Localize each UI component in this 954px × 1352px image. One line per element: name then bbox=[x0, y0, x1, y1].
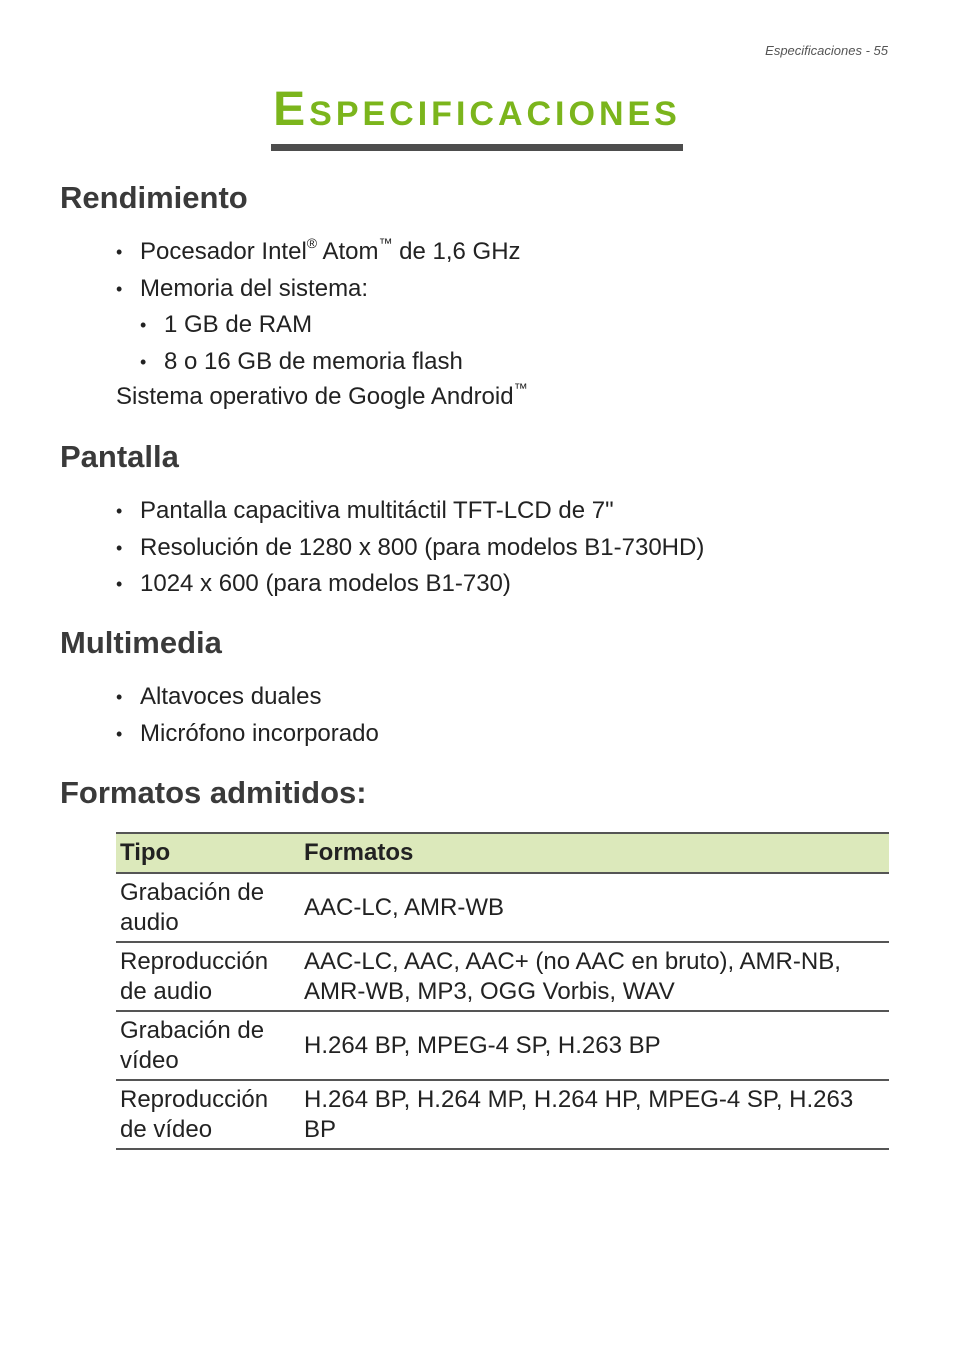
trademark-mark: ™ bbox=[513, 380, 528, 396]
column-header-tipo: Tipo bbox=[116, 833, 300, 873]
formats-table bbox=[116, 832, 889, 1150]
os-line: Sistema operativo de Google Android™ bbox=[116, 380, 528, 410]
table-cell-tipo: Reproducción de audio bbox=[116, 942, 300, 1011]
title-block bbox=[0, 82, 954, 151]
rendimiento-list bbox=[140, 234, 521, 307]
list-item: • Resolución de 1280 x 800 (para modelos B1-730HD) bbox=[140, 530, 704, 567]
table-row bbox=[116, 942, 889, 1011]
page-title: Especificaciones bbox=[271, 82, 683, 151]
list-item-ram: • 1 GB de RAM bbox=[164, 307, 463, 344]
table-cell-tipo: Grabación de vídeo bbox=[116, 1011, 300, 1080]
column-header-formatos: Formatos bbox=[300, 833, 889, 873]
table-row bbox=[116, 873, 889, 942]
list-item-memory: • Memoria del sistema: bbox=[140, 271, 521, 308]
section-heading-rendimiento: Rendimiento bbox=[60, 180, 248, 215]
trademark-mark: ™ bbox=[378, 235, 393, 251]
list-item-processor: • Pocesador Intel® Atom™ de 1,6 GHz bbox=[140, 234, 521, 271]
memory-sublist bbox=[164, 307, 463, 380]
table-cell-formatos: H.264 BP, H.264 MP, H.264 HP, MPEG-4 SP, H.263 BP bbox=[300, 1080, 889, 1149]
table-row bbox=[116, 1011, 889, 1080]
section-heading-multimedia: Multimedia bbox=[60, 625, 222, 660]
list-item: • 1024 x 600 (para modelos B1-730) bbox=[140, 566, 704, 603]
list-item: • Pantalla capacitiva multitáctil TFT-LCD de 7" bbox=[140, 493, 704, 530]
multimedia-list bbox=[140, 679, 379, 752]
list-item-flash: • 8 o 16 GB de memoria flash bbox=[164, 344, 463, 381]
table-cell-tipo: Reproducción de vídeo bbox=[116, 1080, 300, 1149]
table-cell-formatos: AAC-LC, AMR-WB bbox=[300, 873, 889, 942]
pantalla-list bbox=[140, 493, 704, 603]
table-cell-tipo: Grabación de audio bbox=[116, 873, 300, 942]
list-item: • Micrófono incorporado bbox=[140, 716, 379, 753]
section-heading-formatos: Formatos admitidos: bbox=[60, 775, 367, 810]
section-heading-pantalla: Pantalla bbox=[60, 439, 179, 474]
registered-mark: ® bbox=[306, 235, 318, 251]
list-item: • Altavoces duales bbox=[140, 679, 379, 716]
table-header-row bbox=[116, 833, 889, 873]
table-cell-formatos: AAC-LC, AAC, AAC+ (no AAC en bruto), AMR-NB, AMR-WB, MP3, OGG Vorbis, WAV bbox=[300, 942, 889, 1011]
table-row bbox=[116, 1080, 889, 1149]
running-header: Especificaciones - 55 bbox=[765, 43, 888, 58]
table-cell-formatos: H.264 BP, MPEG-4 SP, H.263 BP bbox=[300, 1011, 889, 1080]
